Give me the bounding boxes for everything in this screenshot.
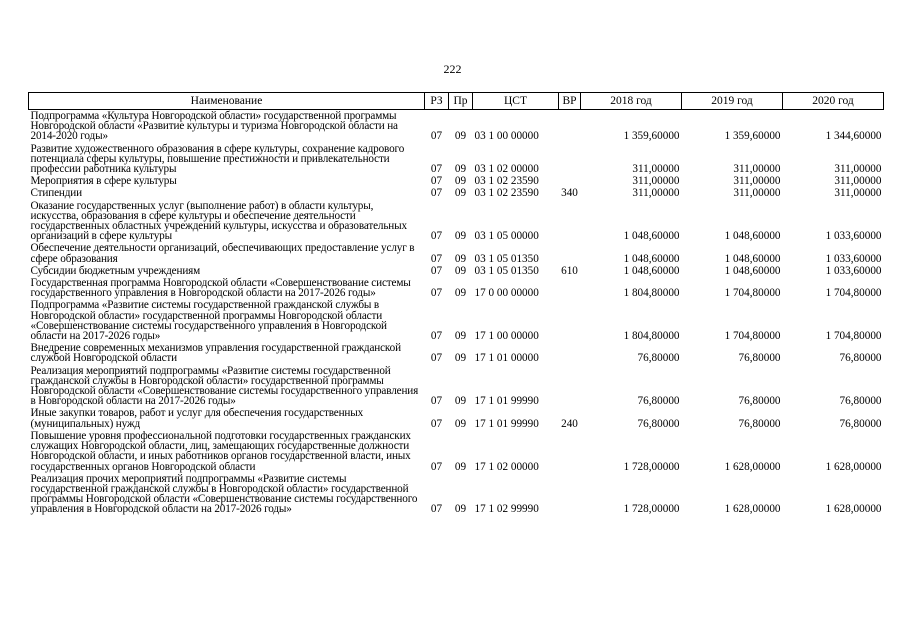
cell-cst: 17 1 02 99990 [474,503,539,516]
cell-2018: 311,00000 [632,187,680,200]
cell-2020: 1 628,00000 [825,460,882,473]
cell-cst: 17 1 01 00000 [474,352,539,365]
cell-cst: 03 1 02 00000 [474,163,539,176]
cell-2019: 1 048,60000 [724,230,781,243]
cell-vr [559,342,581,364]
table-row [29,365,884,408]
cell-cst: 03 1 05 01350 [474,264,539,277]
cell-pr: 09 [454,352,467,365]
table-row [29,187,884,199]
table-body [29,110,884,516]
cell-pr: 09 [454,264,467,277]
budget-table [28,92,884,516]
col-header-2018: 2018 год [581,93,682,110]
cell-pr: 09 [454,252,467,265]
cell-2018: 311,00000 [632,163,680,176]
cell-2018: 1 804,80000 [623,330,680,343]
cell-2018: 1 048,60000 [623,252,680,265]
cell-2019: 311,00000 [733,187,781,200]
cell-pr: 09 [454,395,467,408]
cell-cst: 17 1 00 00000 [474,330,539,343]
cell-pr: 09 [454,163,467,176]
table-row [29,407,884,429]
table-row [29,200,884,243]
col-header-rz: РЗ [425,93,449,110]
cell-name: Развитие художественного образования в сфере культуры, сохранение кадрового потенциала сферы культуры, повышение престижности и привлекательности профессии работника культуры [30,142,405,176]
cell-name: Субсидии бюджетным учреждениям [30,264,201,277]
cell-cst: 03 1 00 00000 [474,130,539,143]
cell-pr: 09 [454,187,467,200]
col-header-name: Наименование [29,93,425,110]
cell-cst: 17 1 02 00000 [474,460,539,473]
table-row [29,242,884,264]
cell-rz: 07 [430,163,443,176]
table-row [29,265,884,277]
cell-cst: 03 1 02 23590 [474,175,539,188]
table-row [29,430,884,473]
cell-rz: 07 [430,395,443,408]
cell-name: Подпрограмма «Развитие системы государственной гражданской службы в Новгородской области» государственной программы Новгородской области «Совершенствование системы государственного управления в Новгородской области на 2017-2026 годы» [30,299,387,343]
cell-vr: 340 [561,187,578,200]
cell-cst: 03 1 05 01350 [474,252,539,265]
cell-vr [559,200,581,243]
cell-2019: 1 628,00000 [724,460,781,473]
cell-2020: 76,80000 [839,395,882,408]
cell-2019: 76,80000 [738,352,781,365]
cell-vr [559,110,581,143]
cell-rz: 07 [430,264,443,277]
cell-pr: 09 [454,175,467,188]
cell-2019: 1 048,60000 [724,264,781,277]
cell-2018: 311,00000 [632,175,680,188]
cell-2019: 1 359,60000 [724,130,781,143]
cell-vr: 240 [561,417,578,430]
cell-vr: 610 [561,264,578,277]
cell-cst: 17 0 00 00000 [474,287,539,300]
cell-2019: 76,80000 [738,395,781,408]
table-row [29,110,884,143]
cell-2020: 1 628,00000 [825,503,882,516]
cell-name: Реализация мероприятий подпрограммы «Развитие системы государственной гражданской службы в Новгородской области» государственной программы Новгородской области «Совершенствование системы государственного управления в Новгородской области на 2017-2026 годы» [30,364,419,408]
cell-2020: 1 704,80000 [825,330,882,343]
table-row [29,473,884,516]
cell-2018: 1 048,60000 [623,230,680,243]
cell-2020: 1 033,60000 [825,264,882,277]
cell-name: Иные закупки товаров, работ и услуг для обеспечения государственных (муниципальных) нужд [30,407,364,430]
cell-vr [559,242,581,264]
cell-rz: 07 [430,352,443,365]
cell-2019: 1 628,00000 [724,503,781,516]
cell-name: Обеспечение деятельности организаций, обеспечивающих предоставление услуг в сфере образования [30,242,415,265]
cell-2019: 311,00000 [733,163,781,176]
cell-2020: 311,00000 [834,163,882,176]
page-number: 222 [443,62,462,76]
cell-2018: 1 728,00000 [623,460,680,473]
cell-cst: 03 1 05 00000 [474,230,539,243]
cell-vr [559,430,581,473]
table-row [29,299,884,342]
cell-2020: 1 344,60000 [825,130,882,143]
cell-pr: 09 [454,130,467,143]
cell-name: Стипендии [30,187,82,200]
cell-name: Оказание государственных услуг (выполнение работ) в области культуры, искусства, образования в сфере культуры и обеспечение деятельности государственных областных учреждений культуры, искусства и образовательных организаций в сфере культуры [30,199,407,243]
cell-2019: 311,00000 [733,175,781,188]
cell-name: Реализация прочих мероприятий подпрограммы «Развитие системы государственной гражданской службы в Новгородской области» государственной программы Новгородской области «Совершенствование системы государственного управления в Новгородской области на 2017-2026 годы» [30,472,418,516]
col-header-2019: 2019 год [682,93,783,110]
cell-pr: 09 [454,230,467,243]
cell-rz: 07 [430,460,443,473]
cell-pr: 09 [454,287,467,300]
cell-2019: 76,80000 [738,417,781,430]
cell-2020: 311,00000 [834,187,882,200]
col-header-2020: 2020 год [783,93,884,110]
table-row [29,342,884,364]
cell-name: Мероприятия в сфере культуры [30,175,177,188]
cell-pr: 09 [454,503,467,516]
cell-2018: 1 359,60000 [623,130,680,143]
cell-vr [559,299,581,342]
cell-2020: 76,80000 [839,417,882,430]
table-row [29,175,884,187]
col-header-vr: ВР [559,93,581,110]
cell-2018: 1 728,00000 [623,503,680,516]
cell-2018: 1 804,80000 [623,287,680,300]
cell-vr [559,175,581,187]
cell-name: Внедрение современных механизмов управления государственной гражданской службой Новгородской области [30,342,401,365]
cell-2019: 1 704,80000 [724,330,781,343]
cell-rz: 07 [430,230,443,243]
table-header-row [29,93,884,110]
cell-2020: 1 033,60000 [825,252,882,265]
cell-pr: 09 [454,330,467,343]
cell-2020: 1 704,80000 [825,287,882,300]
cell-rz: 07 [430,417,443,430]
cell-2018: 76,80000 [637,395,680,408]
cell-vr [559,277,581,299]
cell-2018: 1 048,60000 [623,264,680,277]
cell-name: Повышение уровня профессиональной подготовки государственных гражданских служащих Новгородской области, лиц, замещающих государственные должности Новгородской области, и иных работников органов государственной власти, иных государственных органов Новгородской области [30,429,411,473]
col-header-cst: ЦСТ [473,93,559,110]
cell-vr [559,143,581,176]
cell-rz: 07 [430,130,443,143]
cell-cst: 03 1 02 23590 [474,187,539,200]
cell-2018: 76,80000 [637,352,680,365]
table-row [29,277,884,299]
cell-pr: 09 [454,460,467,473]
cell-cst: 17 1 01 99990 [474,395,539,408]
cell-rz: 07 [430,187,443,200]
table-row [29,143,884,176]
cell-2020: 76,80000 [839,352,882,365]
cell-vr [559,473,581,516]
cell-vr [559,365,581,408]
cell-rz: 07 [430,252,443,265]
cell-name: Подпрограмма «Культура Новгородской области» государственной программы Новгородской области «Развитие культуры и туризма Новгородской области на 2014-2020 годы» [30,110,398,143]
cell-rz: 07 [430,287,443,300]
cell-2018: 76,80000 [637,417,680,430]
cell-2020: 1 033,60000 [825,230,882,243]
cell-rz: 07 [430,330,443,343]
cell-2019: 1 048,60000 [724,252,781,265]
cell-rz: 07 [430,175,443,188]
col-header-pr: Пр [449,93,473,110]
cell-rz: 07 [430,503,443,516]
cell-2019: 1 704,80000 [724,287,781,300]
cell-2020: 311,00000 [834,175,882,188]
cell-cst: 17 1 01 99990 [474,417,539,430]
cell-pr: 09 [454,417,467,430]
cell-name: Государственная программа Новгородской области «Совершенствование системы государственного управления в Новгородской области на 2017-2026 годы» [30,277,411,300]
